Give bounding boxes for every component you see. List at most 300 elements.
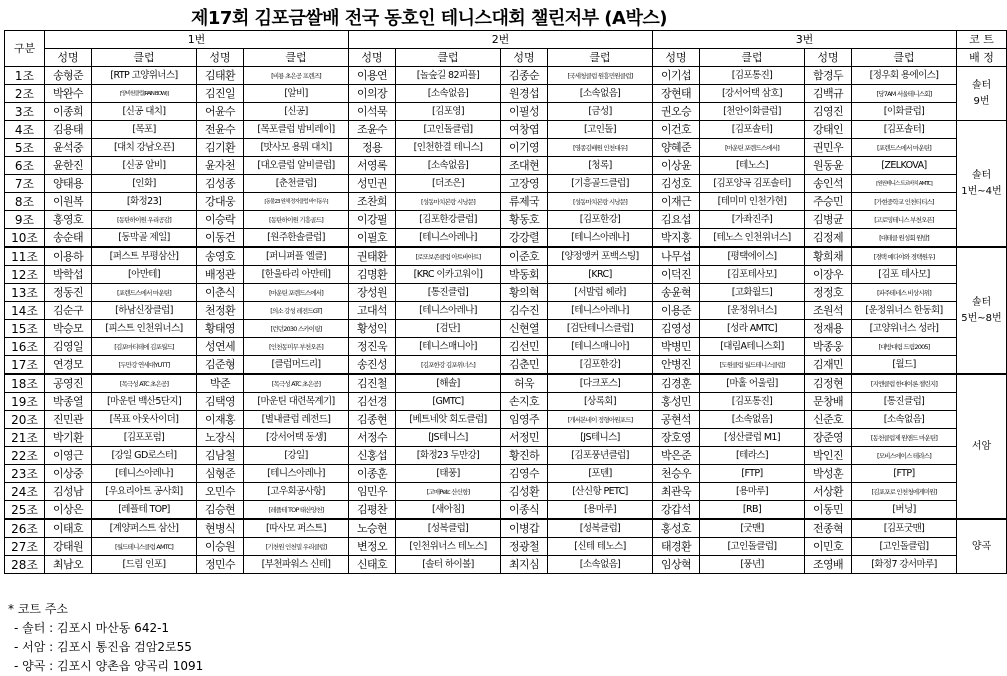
club-cell: [솔터 하이볼] [396, 556, 501, 574]
club-cell: [의소 강성 레전드GT] [244, 302, 349, 320]
court-assignment: 솔터 9번 [957, 67, 1007, 121]
player-name-cell: 김정현 [805, 374, 852, 393]
club-cell: [테니스아레나] [548, 229, 653, 248]
player-name-cell: 박완수 [45, 85, 92, 103]
player-name-cell: 김성남 [45, 483, 92, 501]
table-row [5, 393, 1007, 411]
club-cell: [KRC 이카고워이] [396, 266, 501, 284]
club-cell: [테노스 인천위너스] [700, 229, 805, 248]
club-cell: [해솔] [396, 374, 501, 393]
club-cell: [동천클럽제 원앤드 마운틴] [852, 429, 957, 447]
player-name-cell: 조영배 [805, 556, 852, 574]
club-cell: [고인돌클럽] [396, 121, 501, 139]
player-name-cell: 윤한진 [45, 157, 92, 175]
player-name-cell: 전윤수 [197, 121, 244, 139]
table-row [5, 229, 1007, 248]
player-name-cell: 박기환 [45, 429, 92, 447]
player-name-cell: 고대석 [349, 302, 396, 320]
player-name-cell: 이승원 [197, 538, 244, 556]
table-row [5, 67, 1007, 85]
club-cell: [마운틴 대련목계기] [244, 393, 349, 411]
player-name-cell: 원경섭 [501, 85, 548, 103]
player-name-cell: 함경두 [805, 67, 852, 85]
club-cell: [천안이화클럽] [700, 103, 805, 121]
club-cell: [정우회 용에이스] [852, 67, 957, 85]
player-name-cell: 원동윤 [805, 157, 852, 175]
player-name-cell: 김영진 [805, 103, 852, 121]
note-line: - 양곡 : 김포시 양촌읍 양곡리 1091 [14, 659, 204, 673]
club-cell: [따사모 퍼스트] [244, 519, 349, 538]
player-name-cell: 박종웅 [805, 338, 852, 356]
page-title: 제17회 김포금쌀배 전국 동호인 테니스대회 챌린저부 (A박스) [191, 8, 667, 29]
club-cell: [화정7 강서마루] [852, 556, 957, 574]
player-name-cell: 태경환 [653, 538, 700, 556]
player-name-cell: 서영록 [349, 157, 396, 175]
club-cell: [김포통진] [700, 393, 805, 411]
note-line: - 솔터 : 김포시 마산동 642-1 [14, 621, 170, 635]
player-name-cell: 현병식 [197, 519, 244, 538]
player-name-cell: 박승모 [45, 320, 92, 338]
player-name-cell: 홍성호 [653, 519, 700, 538]
player-name-cell: 김명환 [349, 266, 396, 284]
player-name-cell: 강태원 [45, 538, 92, 556]
club-cell: [성동마치본랑 시낭문] [548, 193, 653, 211]
player-name-cell: 강강렬 [501, 229, 548, 248]
club-cell: [모비스에이스 테라스] [852, 447, 957, 465]
player-name-cell: 김선민 [501, 338, 548, 356]
group-number: 20조 [5, 411, 45, 429]
club-cell: [대림A테니스회] [700, 338, 805, 356]
player-name-cell: 정진욱 [349, 338, 396, 356]
player-name-cell: 임상혁 [653, 556, 700, 574]
player-name-cell: 이덕진 [653, 266, 700, 284]
bracket-table [4, 30, 1007, 574]
player-name-cell: 천승우 [653, 465, 700, 483]
club-cell: [다크포스] [548, 374, 653, 393]
player-name-cell: 강갑석 [653, 501, 700, 520]
club-cell: [인천한결 테니스] [396, 139, 501, 157]
club-cell: [고인돌클럽] [852, 538, 957, 556]
club-cell: [FTP] [700, 465, 805, 483]
group-number: 14조 [5, 302, 45, 320]
club-cell: [새아침] [396, 501, 501, 520]
club-cell: [별내클럽 레전드] [244, 411, 349, 429]
name-column-header: 성명 [653, 49, 700, 67]
club-cell: [포텐] [548, 465, 653, 483]
club-cell: [기흥골드클럽] [548, 175, 653, 193]
player-name-cell: 노승현 [349, 519, 396, 538]
player-name-cell: 서상환 [805, 483, 852, 501]
player-name-cell: 송순태 [45, 229, 92, 248]
player-name-cell: 이기섭 [653, 67, 700, 85]
club-cell: [기천원 인천밀 우리클럽] [244, 538, 349, 556]
club-cell: [버닝] [852, 501, 957, 520]
club-cell: [목포클럽 밤비레이] [244, 121, 349, 139]
player-name-cell: 송형준 [45, 67, 92, 85]
group-number: 15조 [5, 320, 45, 338]
club-cell: [김포테사모] [700, 266, 805, 284]
club-cell: [테미미 인천가현] [700, 193, 805, 211]
club-cell: [김포통진] [700, 67, 805, 85]
club-cell: [테라스] [700, 447, 805, 465]
club-cell: [지엔클럽 한대이론 챌린지] [852, 374, 957, 393]
player-name-cell: 이민호 [805, 538, 852, 556]
club-cell: [우요리아트 공사회] [92, 483, 197, 501]
club-cell: [고매Petc 산신항] [396, 483, 501, 501]
group-number: 11조 [5, 247, 45, 266]
group-number: 2조 [5, 85, 45, 103]
club-cell: [고로밍테니스 부천오픈] [852, 211, 957, 229]
player-name-cell: 이필성 [501, 103, 548, 121]
player-name-cell: 임민우 [349, 483, 396, 501]
player-name-cell: 이동건 [197, 229, 244, 248]
player-name-cell: 강태인 [805, 121, 852, 139]
player-name-cell: 김승현 [197, 501, 244, 520]
player-name-cell: 김병균 [805, 211, 852, 229]
group-number: 1조 [5, 67, 45, 85]
group-number: 23조 [5, 465, 45, 483]
club-cell: [통진클럽] [396, 284, 501, 302]
club-cell: [목극성 ATC 초은공] [244, 374, 349, 393]
club-cell: [신공 알비] [92, 157, 197, 175]
club-cell: [RB] [700, 501, 805, 520]
club-cell: [대치 강남오픈] [92, 139, 197, 157]
player-name-cell: 홍성민 [653, 393, 700, 411]
club-cell: [강서어택 삼호] [700, 85, 805, 103]
player-name-cell: 최남오 [45, 556, 92, 574]
club-cell: [비룡 초은공 프렌즈] [244, 67, 349, 85]
player-name-cell: 장성원 [349, 284, 396, 302]
club-cell: [이화클럽] [852, 103, 957, 121]
player-name-cell: 김평찬 [349, 501, 396, 520]
club-cell: [화정23 두만강] [396, 447, 501, 465]
club-cell: [태풍] [396, 465, 501, 483]
club-cell: [김포양곡 김포솔터] [700, 175, 805, 193]
player-name-cell: 이춘식 [197, 284, 244, 302]
club-cell: [당7AM 서울테니스회] [852, 85, 957, 103]
player-name-cell: 이의장 [349, 85, 396, 103]
player-name-cell: 황진하 [501, 447, 548, 465]
player-name-cell: 정동진 [45, 284, 92, 302]
player-name-cell: 김성환 [501, 483, 548, 501]
player-name-cell: 김영성 [653, 320, 700, 338]
club-cell: [용마루] [700, 483, 805, 501]
player-name-cell: 박성훈 [805, 465, 852, 483]
club-column-header: 클럽 [700, 49, 805, 67]
club-cell: [운정위너스 한동회] [852, 302, 957, 320]
player-name-cell: 이건호 [653, 121, 700, 139]
player-name-cell: 손지호 [501, 393, 548, 411]
table-row [5, 157, 1007, 175]
club-cell: [JS테니스] [396, 429, 501, 447]
player-name-cell: 문창배 [805, 393, 852, 411]
player-name-cell: 황의혁 [501, 284, 548, 302]
table-row [5, 429, 1007, 447]
player-name-cell: 박은준 [653, 447, 700, 465]
player-name-cell: 공영진 [45, 374, 92, 393]
court-address-notes [8, 600, 203, 676]
player-name-cell: 신태호 [349, 556, 396, 574]
player-name-cell: 이상윤 [653, 157, 700, 175]
club-cell: [성산클럽 M1] [700, 429, 805, 447]
table-row [5, 374, 1007, 393]
player-name-cell: 최지심 [501, 556, 548, 574]
notes-heading: * 코트 주소 [8, 602, 68, 616]
club-cell: [검단테니스클럽] [548, 320, 653, 338]
club-cell: [피스트 인천위너스] [92, 320, 197, 338]
club-cell: [소속없음] [396, 157, 501, 175]
player-name-cell: 이태호 [45, 519, 92, 538]
player-name-cell: 장준영 [805, 429, 852, 447]
club-cell: [두만강 연세대YUTT] [92, 356, 197, 375]
club-cell: [인천동미무 부천오픈] [244, 338, 349, 356]
group-number: 21조 [5, 429, 45, 447]
player-name-cell: 송영호 [197, 247, 244, 266]
club-cell: [테노스] [700, 157, 805, 175]
group-number: 24조 [5, 483, 45, 501]
table-row [5, 411, 1007, 429]
player-name-cell: 최관욱 [653, 483, 700, 501]
player-name-cell: 송윤혁 [653, 284, 700, 302]
table-row [5, 465, 1007, 483]
club-cell: [레플테 TOP] [92, 501, 197, 520]
group-number: 16조 [5, 338, 45, 356]
player-name-cell: 이장우 [805, 266, 852, 284]
player-name-cell: 성민권 [349, 175, 396, 193]
table-row [5, 519, 1007, 538]
player-name-cell: 이상은 [45, 501, 92, 520]
player-name-cell: 장호영 [653, 429, 700, 447]
club-cell: [동물23 원체 정자클럽 바이동우] [244, 193, 349, 211]
player-name-cell: 양태용 [45, 175, 92, 193]
court-assignment: 솔터 1번~4번 [957, 121, 1007, 248]
club-cell: [경택 예다야와 경택원우] [852, 247, 957, 266]
club-cell: [런던2030 스카이링] [244, 320, 349, 338]
club-cell: [고인돌] [548, 121, 653, 139]
player-name-cell: 김춘민 [501, 356, 548, 375]
table-row [5, 356, 1007, 375]
player-name-cell: 조윤수 [349, 121, 396, 139]
player-name-cell: 홍영호 [45, 211, 92, 229]
group-number: 13조 [5, 284, 45, 302]
group-number: 17조 [5, 356, 45, 375]
table-row [5, 338, 1007, 356]
player-name-cell: 정광철 [501, 538, 548, 556]
player-name-cell: 박지홍 [653, 229, 700, 248]
club-cell: [서발럽 헤라] [548, 284, 653, 302]
player-name-cell: 이원복 [45, 193, 92, 211]
player-name-cell: 김영일 [45, 338, 92, 356]
club-cell: [테니스아레나] [244, 465, 349, 483]
player-name-cell: 장현태 [653, 85, 700, 103]
court-assignment: 서암 [957, 374, 1007, 519]
club-cell: [개서본네이 정형아원포드] [548, 411, 653, 429]
club-cell: [ZELKOVA] [852, 157, 957, 175]
club-cell: [김포솔터] [700, 121, 805, 139]
table-row [5, 538, 1007, 556]
club-cell: [상록회] [548, 393, 653, 411]
player-name-cell: 이재근 [653, 193, 700, 211]
club-cell: [아만테] [92, 266, 197, 284]
club-cell: [로또보존클럽 아트바아트] [396, 247, 501, 266]
group-number: 12조 [5, 266, 45, 284]
club-cell: [파주테네스 비상시위] [852, 284, 957, 302]
club-cell: [김포한강 김포위너스] [396, 356, 501, 375]
club-cell: [동탄하이원 우리공감] [92, 211, 197, 229]
player-name-cell: 김경훈 [653, 374, 700, 393]
club-cell: [굿맨] [700, 519, 805, 538]
player-name-cell: 김진철 [349, 374, 396, 393]
table-row [5, 266, 1007, 284]
player-name-cell: 서정수 [349, 429, 396, 447]
club-cell: [김포마티테에 김포월드] [92, 338, 197, 356]
club-cell: [부천파워스 신테] [244, 556, 349, 574]
group-number: 18조 [5, 374, 45, 393]
player-name-cell: 김태환 [197, 67, 244, 85]
player-name-cell: 황동호 [501, 211, 548, 229]
club-column-header: 클럽 [548, 49, 653, 67]
player-name-cell: 김선경 [349, 393, 396, 411]
table-row [5, 320, 1007, 338]
player-name-cell: 조찬희 [349, 193, 396, 211]
table-row [5, 302, 1007, 320]
club-cell: [인천위너스 테노스] [396, 538, 501, 556]
player-name-cell: 박병민 [653, 338, 700, 356]
club-cell: [양비원클럽(RAIN BOW)] [92, 85, 197, 103]
group-number: 27조 [5, 538, 45, 556]
player-name-cell: 변정오 [349, 538, 396, 556]
player-name-cell: 신준호 [805, 411, 852, 429]
club-column-header: 클럽 [244, 49, 349, 67]
table-row [5, 284, 1007, 302]
table-row [5, 501, 1007, 520]
player-name-cell: 노장식 [197, 429, 244, 447]
club-cell: [FTP] [852, 465, 957, 483]
group-number: 26조 [5, 519, 45, 538]
club-cell: [강서어택 동생] [244, 429, 349, 447]
club-cell: [월드] [852, 356, 957, 375]
club-cell: [김포한강] [548, 211, 653, 229]
player-name-cell: 송인석 [805, 175, 852, 193]
club-cell: [강일 GD로스터] [92, 447, 197, 465]
group-number: 5조 [5, 139, 45, 157]
club-cell: [고양위너스 성라] [852, 320, 957, 338]
group-number: 4조 [5, 121, 45, 139]
player-name-cell: 이영근 [45, 447, 92, 465]
group-number: 8조 [5, 193, 45, 211]
group-number: 19조 [5, 393, 45, 411]
club-cell: [검단] [396, 320, 501, 338]
club-cell: [소속없음] [548, 556, 653, 574]
club-cell: [용마루] [548, 501, 653, 520]
name-column-header: 성명 [349, 49, 396, 67]
note-line: - 서암 : 김포시 통진읍 검암2로55 [14, 640, 192, 654]
group-number: 9조 [5, 211, 45, 229]
club-cell: [RTP 고양위너스] [92, 67, 197, 85]
club-cell: [김포포럼] [92, 429, 197, 447]
club-cell: [월드테니스클럽 AMTC] [92, 538, 197, 556]
club-cell: [클럽머드리] [244, 356, 349, 375]
club-column-header: 클럽 [852, 49, 957, 67]
club-cell: [화정23] [92, 193, 197, 211]
player-name-cell: 이용준 [653, 302, 700, 320]
club-cell: [놀숲길 82피플] [396, 67, 501, 85]
player-name-cell: 이기영 [501, 139, 548, 157]
club-cell: [성복클럽] [396, 519, 501, 538]
section-1-header: 1번 [45, 31, 349, 49]
player-name-cell: 안병진 [653, 356, 700, 375]
player-name-cell: 이승락 [197, 211, 244, 229]
player-name-cell: 조대현 [501, 157, 548, 175]
group-number: 22조 [5, 447, 45, 465]
player-name-cell: 이용연 [349, 67, 396, 85]
club-cell: [김포한강] [548, 356, 653, 375]
player-name-cell: 진민관 [45, 411, 92, 429]
player-name-cell: 박준 [197, 374, 244, 393]
table-row [5, 247, 1007, 266]
player-name-cell: 김수진 [501, 302, 548, 320]
player-name-cell: 양혜준 [653, 139, 700, 157]
club-cell: [퍼스트 부평삼산] [92, 247, 197, 266]
club-cell: [알비] [244, 85, 349, 103]
court-header: 코 트 [957, 31, 1007, 49]
club-cell: [GMTC] [396, 393, 501, 411]
club-cell: [드림 인포] [92, 556, 197, 574]
player-name-cell: 주승민 [805, 193, 852, 211]
club-cell: [금성] [548, 103, 653, 121]
club-cell: [퍼니퍼플 엘클] [244, 247, 349, 266]
player-name-cell: 공현석 [653, 411, 700, 429]
player-name-cell: 권민우 [805, 139, 852, 157]
name-column-header: 성명 [805, 49, 852, 67]
club-cell: [대테클 원성회 원발] [852, 229, 957, 248]
group-number: 10조 [5, 229, 45, 248]
player-name-cell: 이종희 [45, 103, 92, 121]
club-cell: [맛사모 용뭐 대치] [244, 139, 349, 157]
name-column-header: 성명 [45, 49, 92, 67]
club-cell: [소속없음] [700, 411, 805, 429]
club-cell: [마홀 어울림] [700, 374, 805, 393]
bracket-body [5, 67, 1007, 574]
club-cell: [테니스아레나] [548, 302, 653, 320]
player-name-cell: 김요섭 [653, 211, 700, 229]
club-cell: [가좌진주] [700, 211, 805, 229]
player-name-cell: 오민수 [197, 483, 244, 501]
player-name-cell: 신홍섭 [349, 447, 396, 465]
club-cell: [한울타리 아만테] [244, 266, 349, 284]
table-row [5, 447, 1007, 465]
club-cell: [목포] [92, 121, 197, 139]
club-cell: [통진클럽] [852, 393, 957, 411]
club-cell: [베트네앗 회도클럽] [396, 411, 501, 429]
player-name-cell: 송진성 [349, 356, 396, 375]
player-name-cell: 천정환 [197, 302, 244, 320]
player-name-cell: 나무섭 [653, 247, 700, 266]
player-name-cell: 김성종 [197, 175, 244, 193]
club-cell: [테니스아레나] [396, 229, 501, 248]
player-name-cell: 김기환 [197, 139, 244, 157]
player-name-cell: 서정민 [501, 429, 548, 447]
club-cell: [더조은] [396, 175, 501, 193]
section-3-header: 3번 [653, 31, 957, 49]
section-2-header: 2번 [349, 31, 653, 49]
club-cell: [김포한강클럽] [396, 211, 501, 229]
player-name-cell: 권태환 [349, 247, 396, 266]
club-cell: [양정앵커 포백스팅] [548, 247, 653, 266]
player-name-cell: 김택영 [197, 393, 244, 411]
player-name-cell: 조원석 [805, 302, 852, 320]
club-cell: [소속없음] [548, 85, 653, 103]
